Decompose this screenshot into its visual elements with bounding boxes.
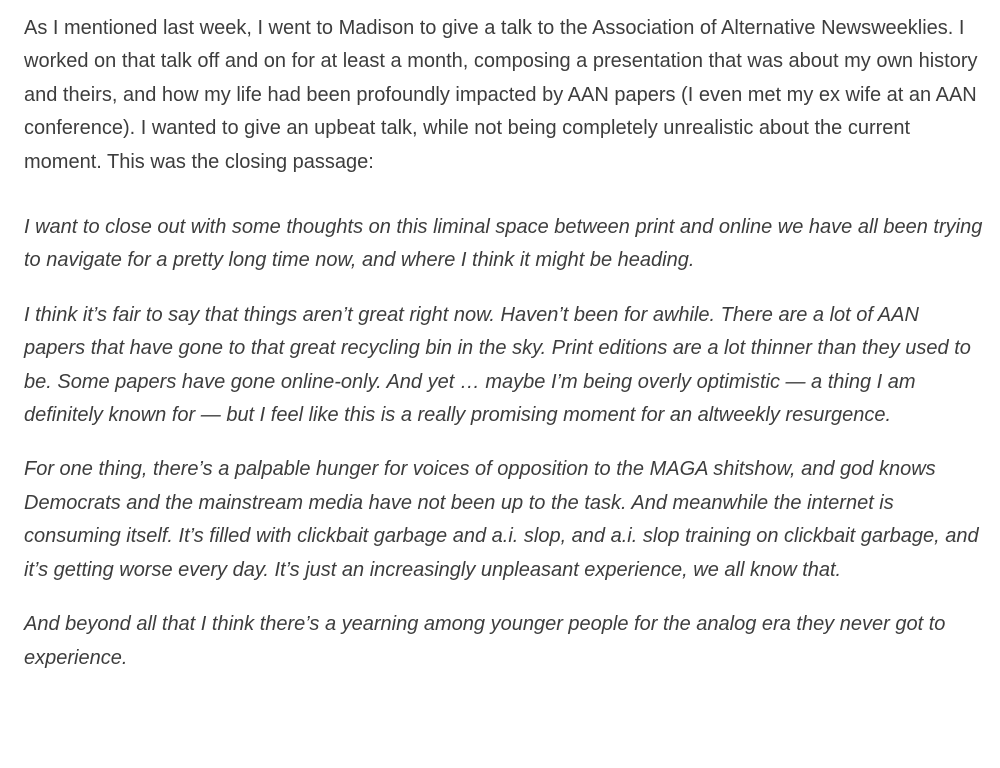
quote-paragraph-3: For one thing, there’s a palpable hunger for voices of opposition to the MAGA shitshow, and god knows Democrats and the mainstream media have not been up to the task. And meanwhile the internet is consuming itself. It’s filled with clickbait garbage and a.i. slop, and a.i. slop training on clickbait garbage, and it’s getting worse every day. It’s just an increasingly unpleasant experience, we all know that. <box>24 458 979 581</box>
quote-paragraph-2: I think it’s fair to say that things aren’t great right now. Haven’t been for awhile. There are a lot of AAN papers that have gone to that great recycling bin in the sky. Print editions are a lot thinner than they used to be. Some papers have gone online-only. And yet … maybe I’m being overly optimistic — a thing I am definitely known for — but I feel like this is a really promising moment for an altweekly resurgence. <box>24 303 971 427</box>
quote-paragraph-4: And beyond all that I think there’s a yearning among younger people for the analog era they never got to experience. <box>24 613 946 669</box>
closing-passage-quote <box>24 211 984 675</box>
article-body <box>24 12 984 675</box>
intro-paragraph: As I mentioned last week, I went to Madison to give a talk to the Association of Alternative Newsweeklies. I worked on that talk off and on for at least a month, composing a presentation that was about my own history and theirs, and how my life had been profoundly impacted by AAN papers (I even met my ex wife at an AAN conference). I wanted to give an upbeat talk, while not being completely unrealistic about the current moment. This was the closing passage: <box>24 17 978 173</box>
quote-paragraph-1: I want to close out with some thoughts on this liminal space between print and online we have all been trying to navigate for a pretty long time now, and where I think it might be heading. <box>24 216 983 272</box>
